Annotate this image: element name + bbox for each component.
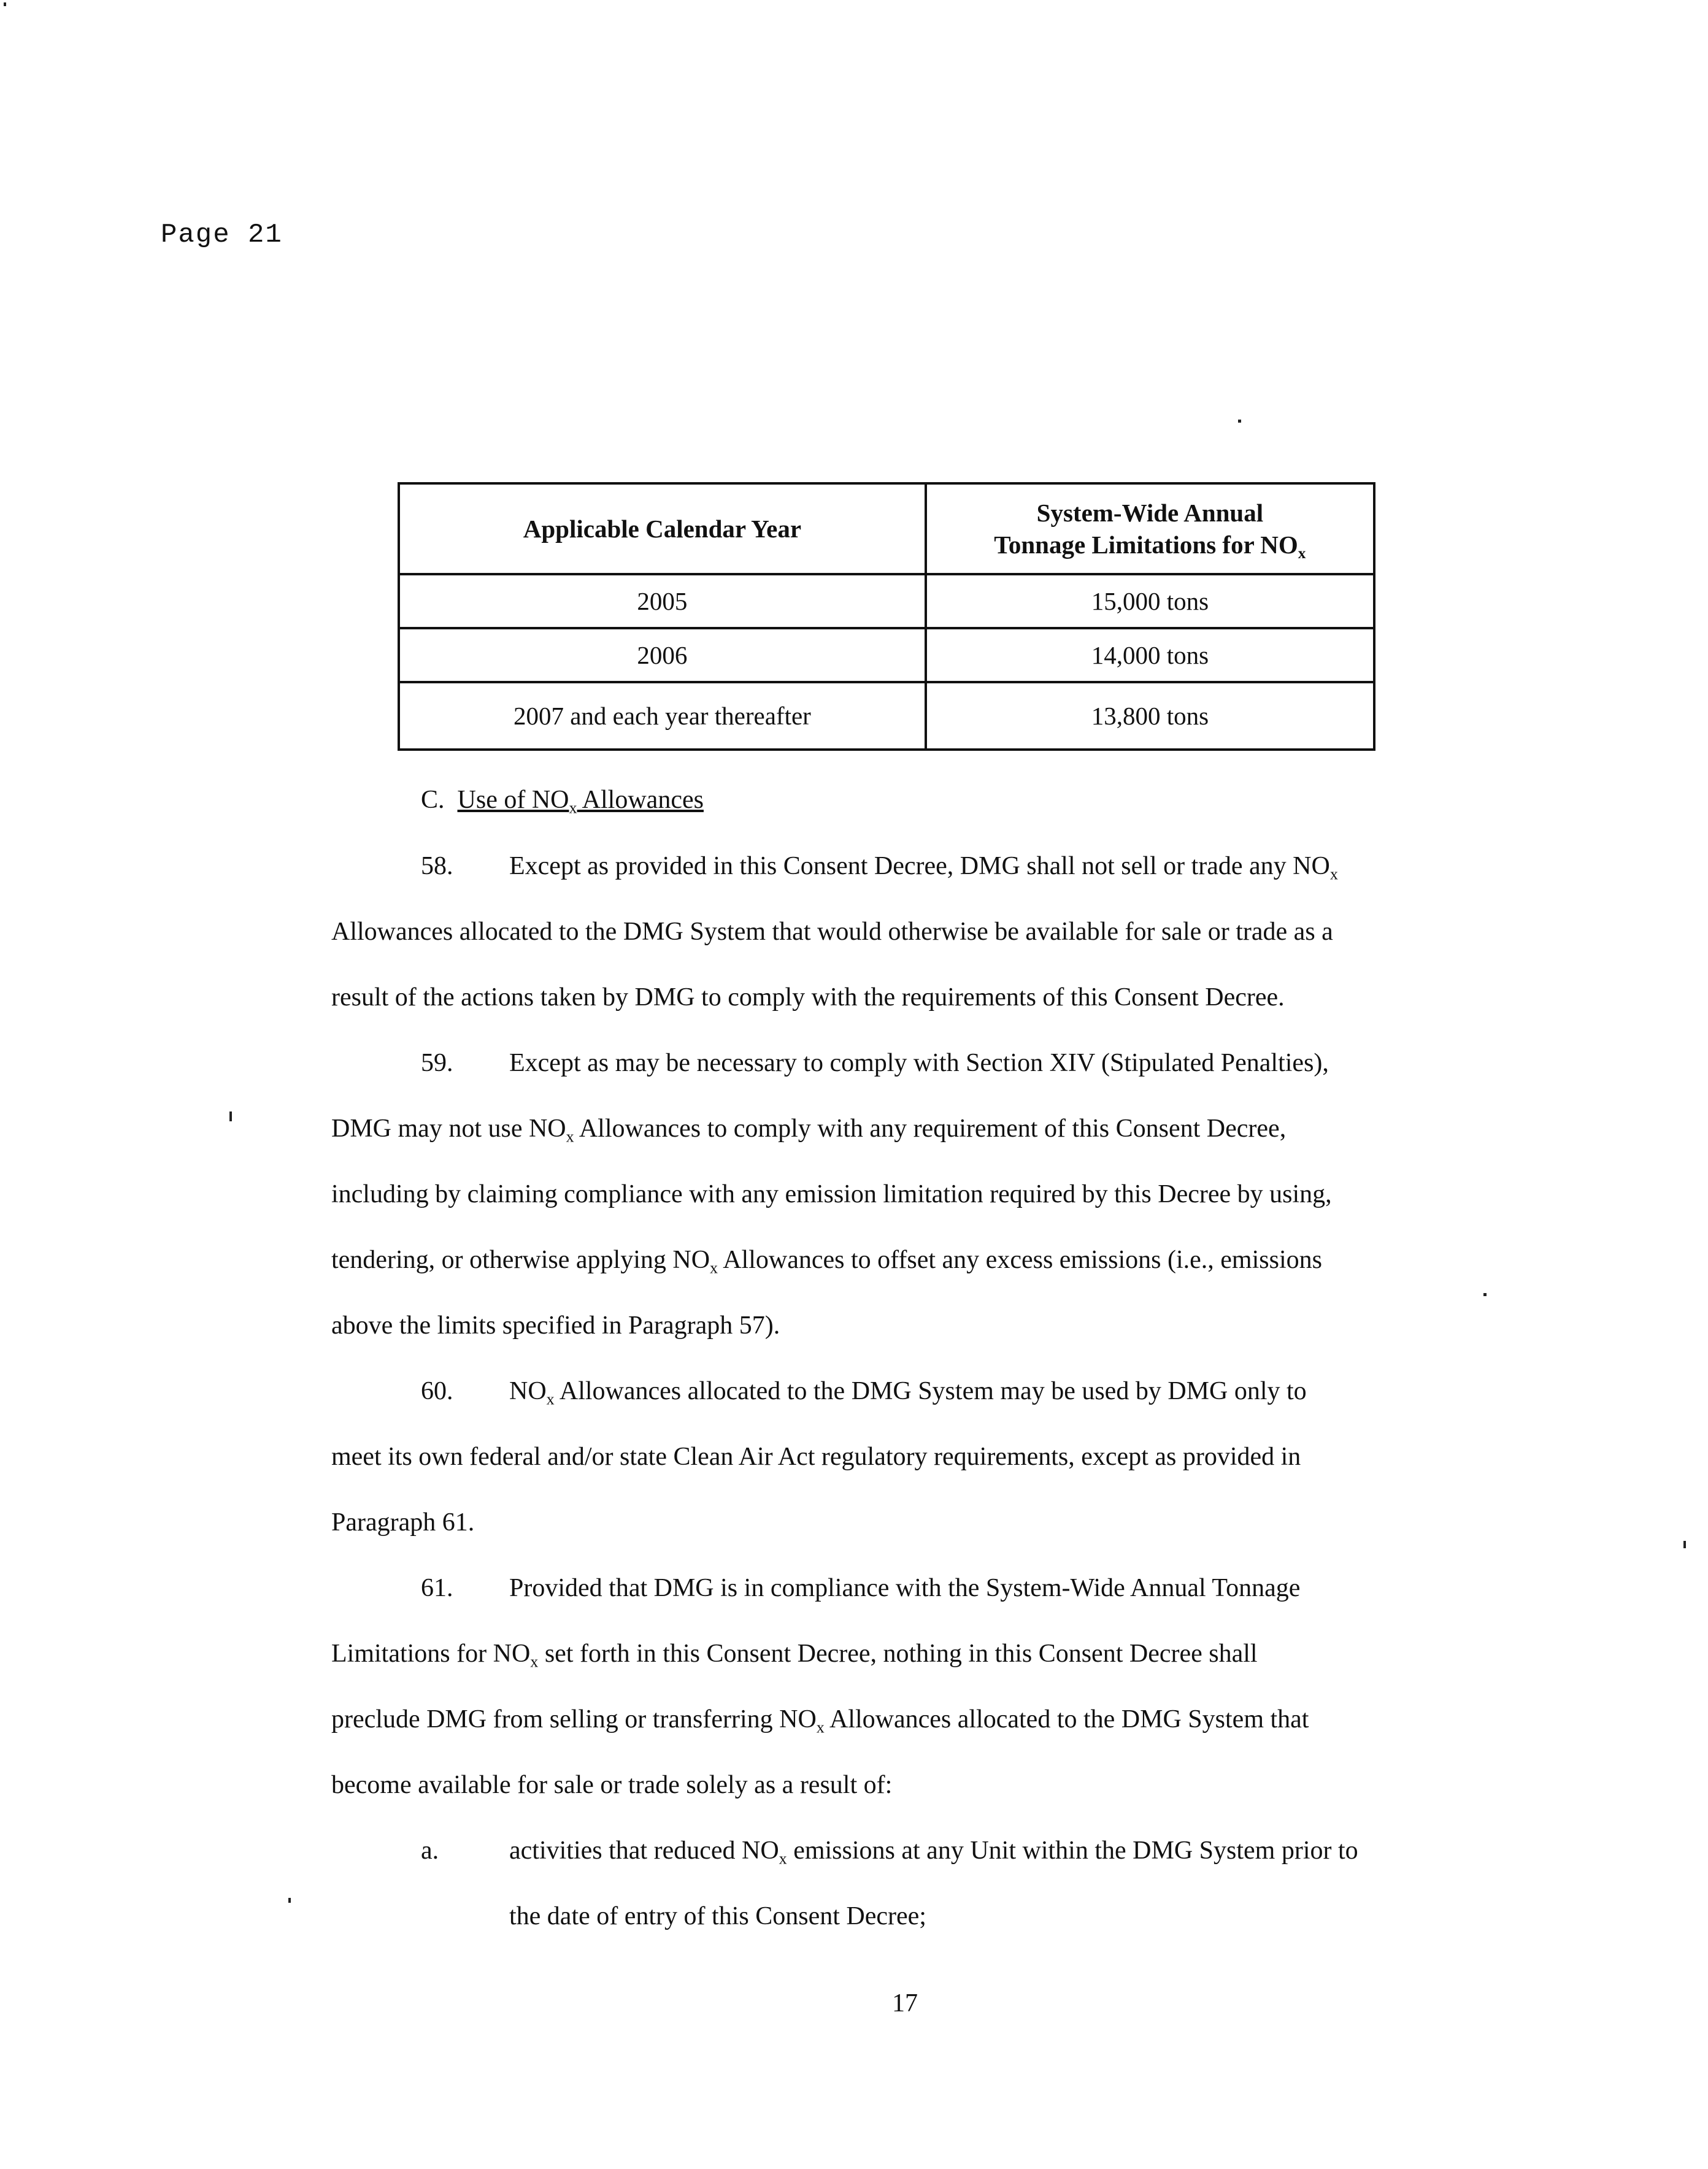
paragraph-number: 58. — [421, 852, 453, 880]
limit-cell: 13,800 tons — [926, 682, 1374, 750]
section-heading: C. Use of $NO_x$ Allowances — [421, 786, 704, 817]
nox-limits-table — [398, 482, 1375, 751]
scan-speck — [4, 2, 6, 6]
paragraph-59-line: DMG may not use $NO_x$ Allowances to comply with any requirement of this Consent Decree, — [331, 1115, 1287, 1146]
paragraph-59-line: including by claiming compliance with any emission limitation required by this Decree by using, — [331, 1180, 1332, 1208]
scan-speck — [1238, 420, 1241, 423]
paragraph-number: 61. — [421, 1574, 453, 1602]
paragraph-number: 59. — [421, 1049, 453, 1077]
list-item-letter: a. — [421, 1837, 439, 1865]
paragraph-number: 60. — [421, 1377, 453, 1405]
limit-cell: 14,000 tons — [926, 628, 1374, 682]
paragraph-61-line: Provided that DMG is in compliance with the System-Wide Annual Tonnage — [509, 1574, 1301, 1602]
list-item-line: the date of entry of this Consent Decree; — [509, 1902, 926, 1930]
paragraph-58-line: Allowances allocated to the DMG System that would otherwise be available for sale or trade as a — [331, 918, 1333, 946]
paragraph-60-line: Paragraph 61. — [331, 1508, 475, 1537]
paragraph-58-line: result of the actions taken by DMG to comply with the requirements of this Consent Decree. — [331, 983, 1285, 1012]
year-column-header: Applicable Calendar Year — [399, 483, 926, 574]
paragraph-58-line: Except as provided in this Consent Decree, DMG shall not sell or trade any $NO_x$ — [509, 852, 1338, 883]
paragraph-61-line: Limitations for $NO_x$ set forth in this Consent Decree, nothing in this Consent Decree shall — [331, 1640, 1258, 1671]
paragraph-61-line: preclude DMG from selling or transferring $NO_x$ Allowances allocated to the DMG System that — [331, 1705, 1309, 1737]
table-row — [399, 628, 1374, 682]
table-row — [399, 682, 1374, 750]
year-cell: 2007 and each year thereafter — [399, 682, 926, 750]
limit-cell: 15,000 tons — [926, 574, 1374, 628]
paragraph-59-line: tendering, or otherwise applying $NO_x$ Allowances to offset any excess emissions (i.e., emissions — [331, 1246, 1322, 1277]
year-cell: 2005 — [399, 574, 926, 628]
paragraph-60-line: $NO_x$ Allowances allocated to the DMG System may be used by DMG only to — [509, 1377, 1307, 1408]
scan-speck — [288, 1898, 291, 1903]
limit-column-header: System-Wide Annual Tonnage Limitations for $NO_x$ — [926, 483, 1374, 574]
table-row — [399, 574, 1374, 628]
paragraph-61-line: become available for sale or trade solely as a result of: — [331, 1771, 893, 1799]
list-item-line: activities that reduced $NO_x$ emissions at any Unit within the DMG System prior to — [509, 1837, 1358, 1868]
table-header-row — [399, 483, 1374, 574]
scan-speck — [1483, 1293, 1487, 1296]
scan-speck — [229, 1111, 232, 1121]
paragraph-60-line: meet its own federal and/or state Clean Air Act regulatory requirements, except as provided in — [331, 1443, 1301, 1471]
year-cell: 2006 — [399, 628, 926, 682]
page-header: Page 21 — [161, 220, 283, 250]
page-number: 17 — [892, 1989, 918, 2017]
paragraph-59-line: Except as may be necessary to comply with Section XIV (Stipulated Penalties), — [509, 1049, 1329, 1077]
paragraph-59-line: above the limits specified in Paragraph 57). — [331, 1311, 780, 1340]
scan-speck — [1683, 1541, 1686, 1548]
